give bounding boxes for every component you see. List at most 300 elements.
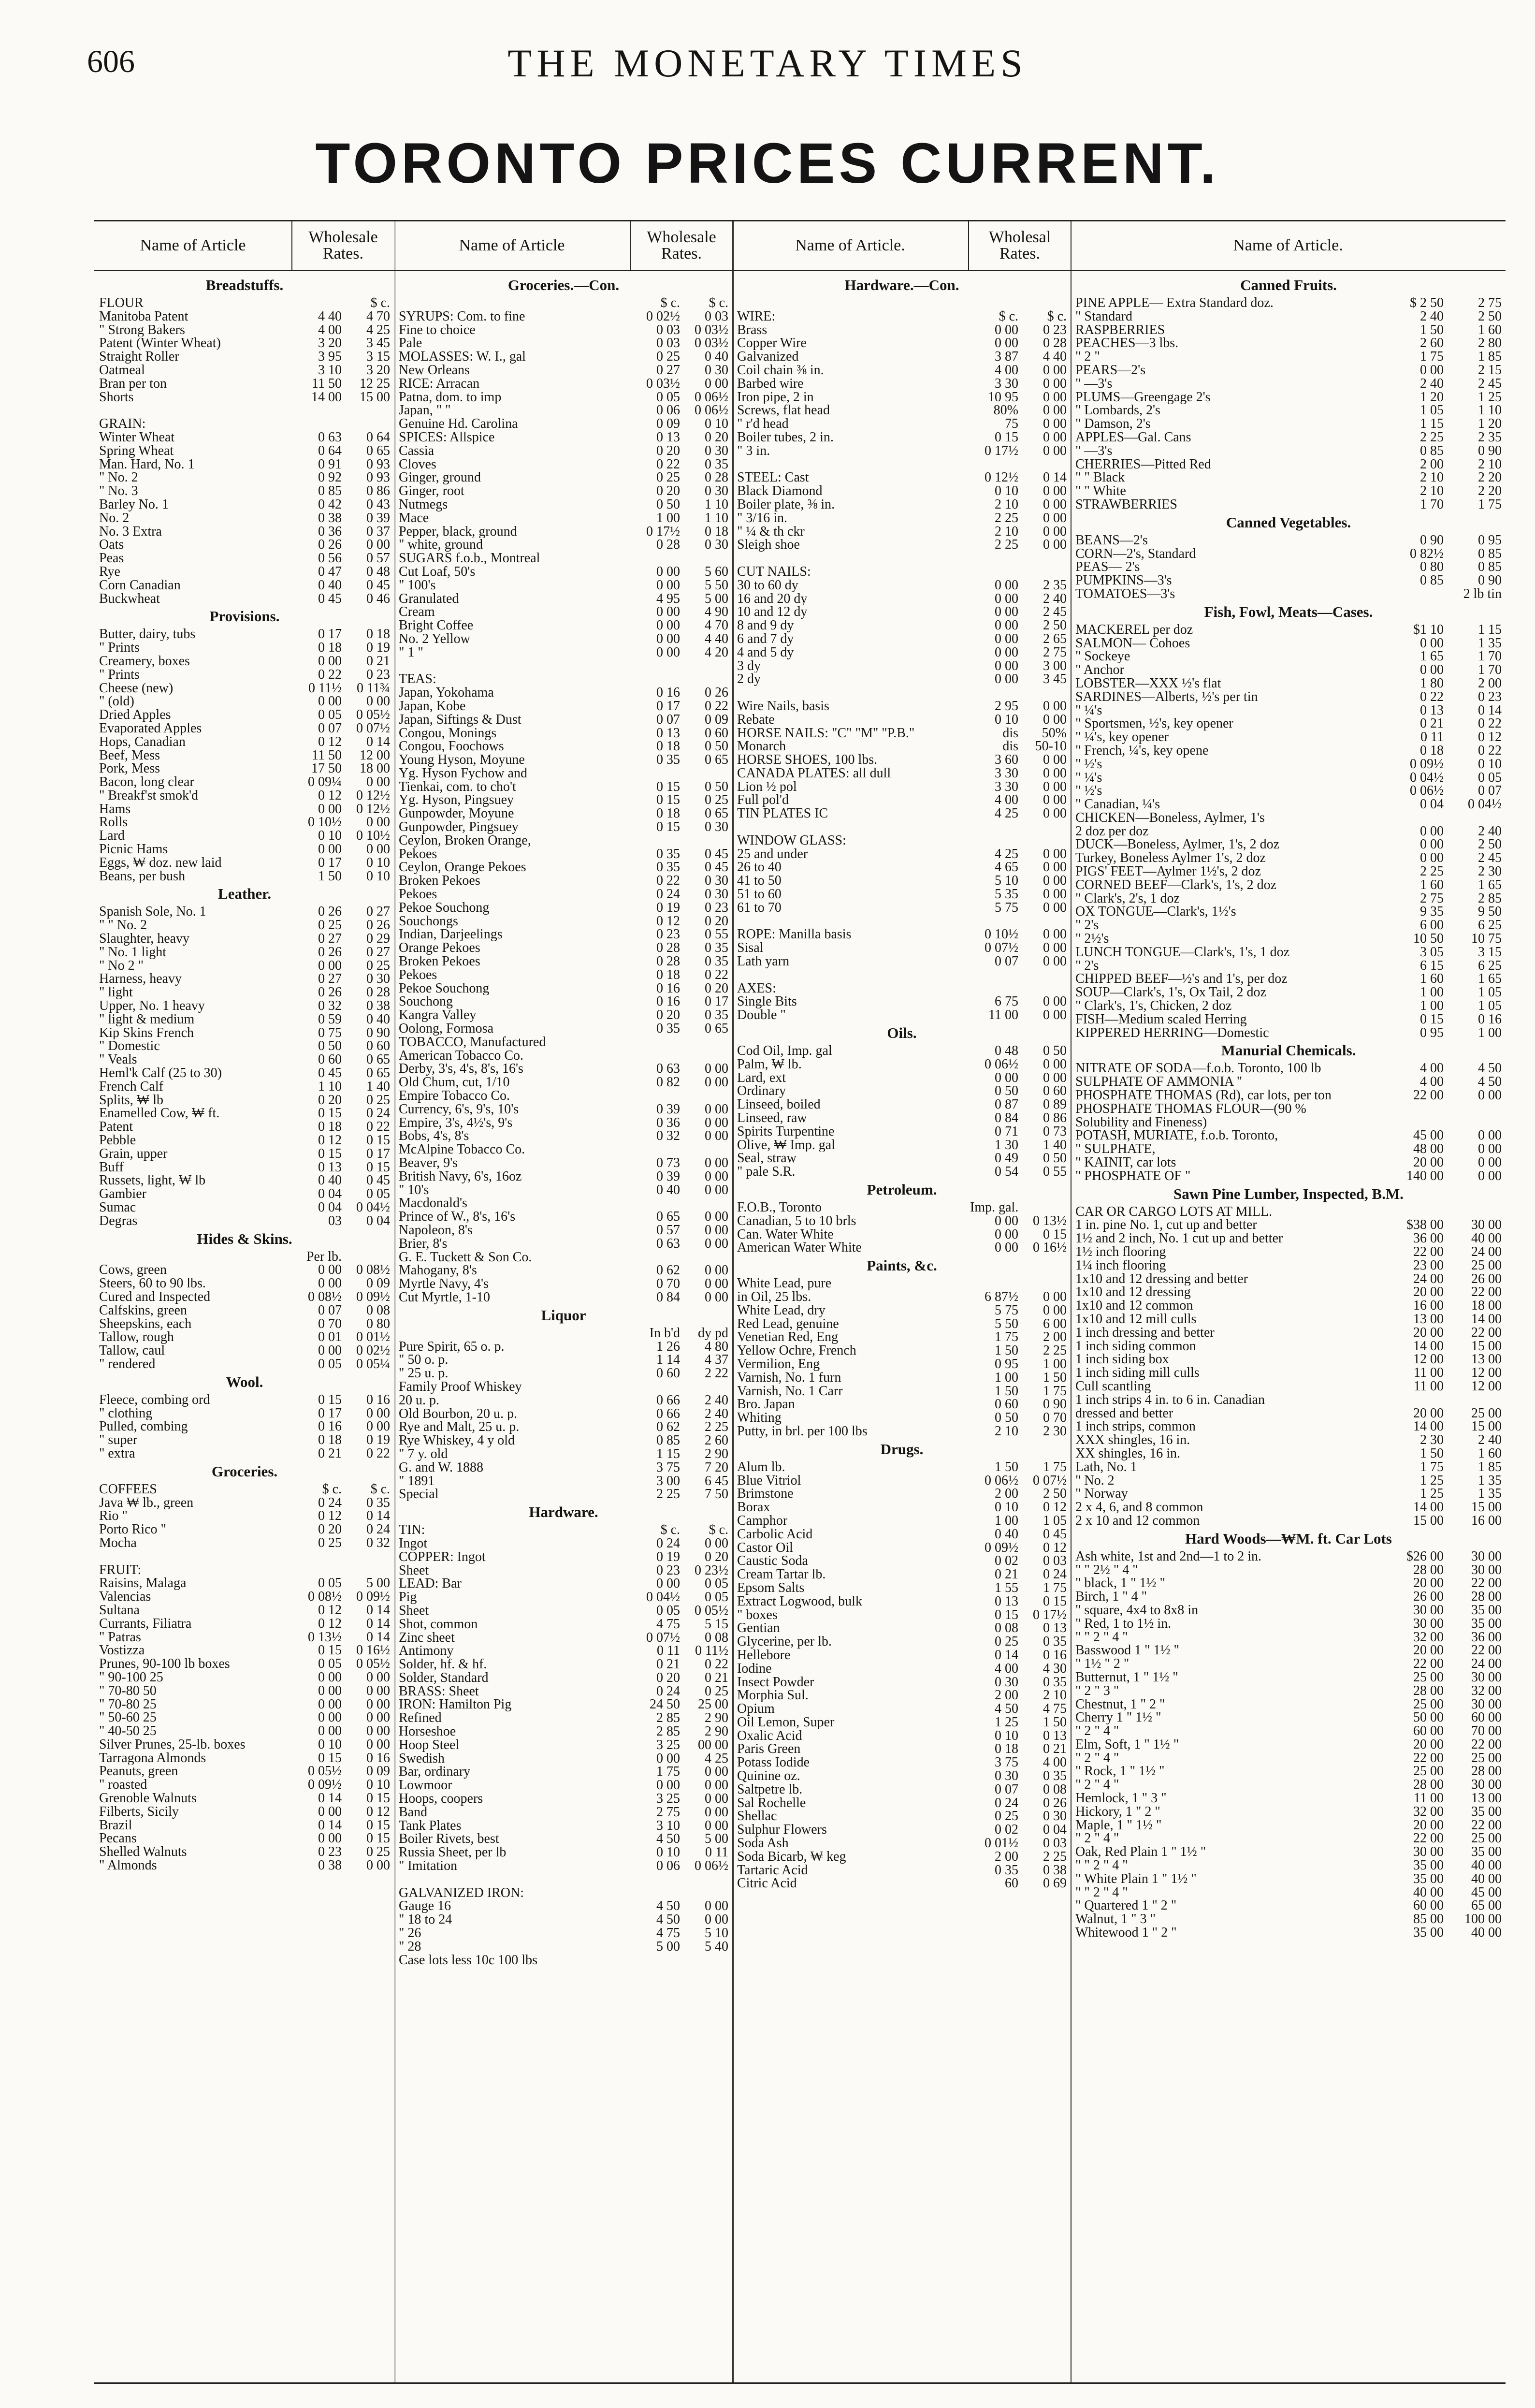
article-name: Young Hyson, Moyune [399, 753, 525, 767]
price-row [737, 1084, 1067, 1098]
price-low: 2 60 [1420, 336, 1444, 350]
price-low: 0 22 [318, 668, 342, 682]
price-row [399, 888, 728, 901]
price-row [1075, 1447, 1502, 1460]
price-row [399, 941, 728, 955]
article-name: Prunes, 90-100 lb boxes [99, 1657, 230, 1671]
price-row [99, 1671, 390, 1684]
price-high: 0 93 [366, 471, 390, 485]
price-high: 25 00 [1471, 1406, 1502, 1420]
price-low: 2 10 [1420, 484, 1444, 498]
article-name: Currants, Filiatra [99, 1617, 192, 1631]
article-name: Linseed, raw [737, 1111, 807, 1125]
price-high: 15 00 [1471, 1501, 1502, 1514]
article-name: " PHOSPHATE OF " [1075, 1169, 1191, 1183]
article-name: " Breakf'st smok'd [99, 788, 199, 803]
price-low: 5 75 [995, 901, 1018, 915]
price-low: 0 09½ [985, 1541, 1018, 1555]
price-high: 0 00 [705, 1913, 728, 1927]
price-high: 2 40 [1478, 1433, 1502, 1447]
price-low: Per lb. [306, 1250, 342, 1264]
price-low: 14 00 [311, 390, 342, 404]
price-high: 0 05½ [356, 708, 390, 722]
article-name: " " 2 " 4 " [1075, 1630, 1128, 1644]
price-row [99, 511, 390, 525]
price-low: 0 40 [995, 1527, 1018, 1541]
price-low: 2 95 [995, 699, 1018, 713]
price-low: 5 00 [656, 1940, 680, 1954]
article-name: Brimstone [737, 1487, 794, 1501]
article-name: Old Bourbon, 20 u. p. [399, 1407, 517, 1421]
price-low: 0 15 [995, 430, 1018, 444]
price-low: 0 64 [318, 444, 342, 458]
price-row [399, 431, 728, 444]
price-low: 0 50 [995, 1084, 1018, 1098]
article-name: " Strong Bakers [99, 323, 185, 337]
article-name: Vermilion, Eng [737, 1357, 820, 1371]
article-name: Yellow Ochre, French [737, 1344, 856, 1357]
price-low: 1 50 [995, 1460, 1018, 1474]
price-low: 4 50 [995, 1702, 1018, 1716]
article-name: Man. Hard, No. 1 [99, 457, 195, 471]
price-low: 0 00 [318, 1805, 342, 1819]
price-row [399, 498, 728, 511]
article-name: PUMPKINS—3's [1075, 574, 1172, 587]
article-name: Cows, green [99, 1263, 167, 1277]
article-name: Coil chain ⅜ in. [737, 363, 824, 377]
price-high: 2 90 [705, 1711, 728, 1725]
article-name: 41 to 50 [737, 874, 782, 888]
price-high: 2 40 [705, 1407, 728, 1421]
price-high: 0 00 [366, 538, 390, 552]
price-high: 0 13 [1043, 1729, 1067, 1743]
price-low: 50 00 [1413, 1711, 1444, 1725]
price-low: 0 06½ [985, 1474, 1018, 1488]
price-low: 0 02 [995, 1823, 1018, 1837]
price-high: 0 00 [1478, 1142, 1502, 1156]
price-low: 1 70 [1420, 497, 1444, 511]
article-name: No. 3 Extra [99, 525, 162, 539]
price-high [1018, 552, 1067, 565]
price-low: 0 63 [656, 1237, 680, 1251]
price-low: 0 07 [318, 721, 342, 735]
price-high: 2 40 [705, 1393, 728, 1407]
article-name: Insect Powder [737, 1675, 814, 1689]
price-low: Imp. gal. [970, 1201, 1019, 1214]
article-name: Peanuts, green [99, 1765, 178, 1779]
price-high: 2 25 [705, 1420, 728, 1434]
price-row [1075, 946, 1502, 959]
price-row [737, 901, 1067, 915]
price-row [1075, 1792, 1502, 1805]
article-name: 4 and 5 dy [737, 645, 794, 659]
article-name: Pebble [99, 1134, 136, 1147]
price-low: 0 19 [656, 1550, 680, 1564]
price-row [399, 1264, 728, 1277]
article-name: Nutmegs [399, 497, 448, 511]
price-row [99, 986, 390, 999]
article-name: SOUP—Clark's, 1's, Ox Tail, 2 doz [1075, 986, 1266, 1000]
price-row [399, 646, 728, 659]
price-row [399, 1806, 728, 1819]
price-row [737, 552, 1067, 565]
price-high: 0 90 [1478, 444, 1502, 458]
price-high: 0 00 [1043, 793, 1067, 807]
column-rows [1071, 271, 1506, 1940]
article-name: Yg. Hyson Fychow and [399, 766, 527, 780]
price-high: 1 00 [1478, 1026, 1502, 1040]
price-row [399, 1591, 728, 1604]
price-high: 0 28 [366, 986, 390, 1000]
price-row [399, 1210, 728, 1224]
price-low: 0 17 [318, 1406, 342, 1420]
article-name: White Lead, dry [737, 1303, 825, 1317]
price-low: 0 23 [656, 928, 680, 942]
price-row [399, 1488, 728, 1501]
article-name: Patent (Winter Wheat) [99, 336, 221, 350]
price-low: 0 63 [318, 430, 342, 444]
price-low: 0 49 [995, 1152, 1018, 1166]
price-high: 3 00 [1043, 659, 1067, 673]
article-name: Iodine [737, 1662, 772, 1676]
price-high: 0 00 [1043, 807, 1067, 821]
price-row [99, 471, 390, 484]
price-low: 0 04½ [646, 1591, 680, 1604]
price-high: 14 00 [1471, 1312, 1502, 1326]
price-row [737, 740, 1067, 753]
price-high: 0 26 [705, 686, 728, 700]
price-low: 2 25 [995, 511, 1018, 525]
article-name: Walnut, 1 " 3 " [1075, 1912, 1156, 1926]
section-heading: Manurial Chemicals. [1221, 1042, 1356, 1059]
price-high: 0 38 [1043, 1863, 1067, 1877]
price-low: 0 91 [318, 457, 342, 471]
price-high [342, 1550, 390, 1563]
price-low: 0 39 [656, 1102, 680, 1116]
price-low: 1 15 [656, 1447, 680, 1461]
price-low: 0 82 [656, 1076, 680, 1090]
price-row [99, 1819, 390, 1832]
price-row [399, 1926, 728, 1940]
price-row [399, 1474, 728, 1488]
article-name: Cream [399, 605, 435, 619]
price-high: 0 14 [366, 1630, 390, 1644]
page-title: TORONTO PRICES CURRENT. [315, 131, 1220, 195]
price-row [399, 417, 728, 431]
price-row [737, 1850, 1067, 1864]
article-name: " Imitation [399, 1859, 458, 1873]
price-high: 0 10 [366, 869, 390, 883]
price-row [737, 1608, 1067, 1622]
price-row [99, 1644, 390, 1657]
price-low [970, 834, 1018, 847]
price-low [293, 417, 342, 431]
price-row [399, 847, 728, 861]
price-low: 0 25 [318, 919, 342, 933]
price-high: 0 14 [1478, 703, 1502, 717]
price-low: 0 05 [656, 1604, 680, 1618]
price-low: 1 65 [1420, 650, 1444, 664]
price-high: 1 85 [1478, 350, 1502, 364]
price-high: 0 90 [1478, 574, 1502, 587]
price-row [399, 1886, 728, 1900]
price-row [1075, 1062, 1502, 1075]
article-name: Full pol'd [737, 793, 789, 807]
article-name: Heml'k Calf (25 to 30) [99, 1066, 222, 1080]
article-name: 3 dy [737, 659, 761, 673]
price-low: 1 55 [995, 1581, 1018, 1595]
price-high: 22 00 [1471, 1285, 1502, 1299]
price-row [399, 1631, 728, 1645]
price-high: 2 30 [1478, 865, 1502, 878]
article-name: SUGARS f.o.b., Montreal [399, 552, 540, 565]
article-name: Buckwheat [99, 592, 160, 606]
price-high: 1 50 [1043, 1371, 1067, 1385]
price-row [737, 471, 1067, 484]
price-low: 22 00 [1413, 1089, 1444, 1102]
price-high: 13 00 [1471, 1792, 1502, 1805]
price-low: 1 80 [1420, 676, 1444, 690]
price-low: 0 84 [995, 1111, 1018, 1125]
price-row [737, 1290, 1067, 1304]
price-row [99, 404, 390, 417]
price-row [399, 538, 728, 552]
price-low: 0 00 [995, 336, 1018, 350]
price-row [737, 1756, 1067, 1769]
article-name: LUNCH TONGUE—Clark's, 1's, 1 doz [1075, 945, 1290, 959]
price-low: 0 40 [318, 578, 342, 592]
price-low: 2 00 [995, 1850, 1018, 1864]
price-row [1075, 587, 1502, 601]
price-low: 0 47 [318, 565, 342, 579]
article-name: Prince of W., 8's, 16's [399, 1210, 516, 1224]
price-high: 00 00 [698, 1738, 728, 1752]
price-high: 2 85 [1478, 891, 1502, 905]
price-high: 0 90 [1043, 1398, 1067, 1412]
price-row [399, 1859, 728, 1873]
price-high [342, 1563, 390, 1577]
price-low: 0 10 [318, 1737, 342, 1751]
article-name: 26 to 40 [737, 861, 782, 875]
price-row [399, 1523, 728, 1537]
article-name: 1½ and 2 inch, No. 1 cut up and better [1075, 1232, 1283, 1245]
price-high: 0 90 [366, 1026, 390, 1040]
price-row [1075, 1886, 1502, 1899]
article-name: Antimony [399, 1644, 454, 1658]
price-row [399, 1752, 728, 1766]
price-low: 14 00 [1413, 1339, 1444, 1353]
price-high: 60 00 [1471, 1711, 1502, 1725]
price-row [99, 296, 390, 310]
price-high: 3 45 [1043, 672, 1067, 686]
price-low: 3 30 [995, 780, 1018, 794]
price-low: 0 26 [318, 905, 342, 919]
price-high: 0 04½ [1468, 798, 1502, 811]
price-row [99, 905, 390, 919]
price-high: 0 00 [1043, 955, 1067, 968]
price-low: 1 00 [995, 1371, 1018, 1385]
article-name: " " White [1075, 484, 1126, 498]
price-high: 0 00 [705, 1792, 728, 1806]
price-low: $26 00 [1406, 1549, 1444, 1563]
price-low: 0 20 [656, 1671, 680, 1685]
article-name: " Prints [99, 668, 140, 682]
article-name: Beaver, 9's [399, 1156, 458, 1170]
price-high: 0 00 [1043, 941, 1067, 955]
price-high: 0 89 [1043, 1098, 1067, 1112]
price-low [1386, 1102, 1444, 1116]
price-row [399, 793, 728, 807]
price-low: 0 62 [656, 1264, 680, 1278]
price-low: 3 95 [318, 350, 342, 364]
price-low: 28 00 [1413, 1684, 1444, 1698]
price-low [970, 915, 1018, 928]
price-low: 0 15 [318, 1107, 342, 1121]
article-name: " SULPHATE, [1075, 1142, 1156, 1156]
price-low: 1 00 [1420, 999, 1444, 1013]
price-row [399, 686, 728, 700]
price-high [342, 417, 390, 431]
article-name: " 1891 [399, 1474, 435, 1488]
article-name: " Norway [1075, 1487, 1128, 1501]
price-low: 0 06½ [1410, 784, 1444, 798]
article-name: " 3/16 in. [737, 511, 787, 525]
price-row [399, 672, 728, 686]
price-row [737, 391, 1067, 404]
price-low: 0 13 [656, 726, 680, 740]
price-high: 0 19 [366, 641, 390, 655]
article-name: Gunpowder, Moyune [399, 807, 514, 821]
price-high: 22 00 [1471, 1644, 1502, 1658]
price-row [99, 628, 390, 641]
price-low: 0 09½ [1410, 757, 1444, 771]
article-name: " 2 " [1075, 350, 1100, 364]
price-low: 0 00 [995, 619, 1018, 632]
price-high: 5 60 [705, 565, 728, 579]
price-high [1018, 296, 1067, 310]
price-row [399, 1380, 728, 1394]
price-row [1075, 1407, 1502, 1420]
price-row [99, 999, 390, 1013]
price-low: 3 20 [318, 336, 342, 350]
price-row [1075, 1205, 1502, 1219]
price-high: 1 70 [1478, 650, 1502, 664]
article-name: Sheepskins, each [99, 1317, 192, 1331]
header-name-of-article: Name of Article. [795, 236, 905, 254]
article-name: " KAINIT, car lots [1075, 1156, 1176, 1169]
article-name: Japan, " " [399, 404, 451, 418]
price-low: 0 10 [995, 1501, 1018, 1514]
article-name: " 40-50 25 [99, 1724, 157, 1738]
article-name: Birch, 1 " 4 " [1075, 1590, 1147, 1604]
price-high: 0 12 [1478, 730, 1502, 744]
price-high: 0 24 [366, 1523, 390, 1536]
price-high: 1 65 [1478, 878, 1502, 892]
price-row [737, 928, 1067, 941]
price-high: 0 29 [366, 932, 390, 946]
price-low: 0 00 [318, 959, 342, 973]
article-name: Buff [99, 1160, 124, 1174]
article-name: " 2 " 4 " [1075, 1751, 1119, 1765]
article-name: Brass [737, 323, 768, 337]
article-name: Bran per ton [99, 377, 167, 391]
price-high: 0 18 [705, 525, 728, 539]
price-row [1075, 932, 1502, 946]
article-name: Linseed, boiled [737, 1098, 821, 1112]
price-row [1075, 364, 1502, 377]
price-row [99, 391, 390, 404]
price-row [1075, 336, 1502, 350]
price-high: 0 00 [1478, 1129, 1502, 1143]
price-row [1075, 1393, 1502, 1407]
price-row [99, 695, 390, 708]
price-high: 2 50 [1043, 619, 1067, 632]
price-high: 0 38 [366, 999, 390, 1013]
price-high: 0 16½ [356, 1644, 390, 1658]
price-high: 25 00 [1471, 1832, 1502, 1846]
price-low: 20 00 [1413, 1326, 1444, 1340]
price-low: 32 00 [1413, 1805, 1444, 1819]
article-name: 1½ inch flooring [1075, 1245, 1166, 1259]
price-low: 0 10 [318, 829, 342, 843]
article-name: SULPHATE OF AMMONIA " [1075, 1075, 1243, 1089]
price-high: 0 03 [1043, 1554, 1067, 1568]
article-name: Souchong [399, 995, 453, 1009]
price-row [99, 919, 390, 932]
price-high: 0 20 [705, 430, 728, 444]
price-low: $38 00 [1406, 1218, 1444, 1232]
article-name: " 10's [399, 1183, 429, 1197]
article-name: Derby, 3's, 4's, 8's, 16's [399, 1062, 523, 1076]
price-row [737, 1008, 1067, 1022]
price-low: 0 00 [318, 1684, 342, 1698]
price-high: 0 45 [705, 847, 728, 861]
price-row [399, 901, 728, 915]
price-low: 0 03 [656, 323, 680, 337]
price-high: 6 45 [705, 1474, 728, 1488]
price-low: 0 00 [318, 1711, 342, 1725]
article-name: Pale [399, 336, 422, 350]
price-row [1075, 1912, 1502, 1926]
price-row [399, 1277, 728, 1291]
price-row [737, 1649, 1067, 1662]
price-high: 0 16 [1478, 1012, 1502, 1026]
article-name: " 7 y. old [399, 1447, 448, 1461]
price-high: 0 17½ [1033, 1608, 1067, 1622]
price-row [737, 1044, 1067, 1058]
article-name [399, 659, 632, 673]
price-high: 0 23 [705, 901, 728, 915]
price-low: 10 50 [1413, 932, 1444, 946]
price-high: 0 00 [1043, 538, 1067, 552]
article-name: " white, ground [399, 538, 483, 552]
price-low: 0 13 [656, 430, 680, 444]
price-low: 0 01 [318, 1330, 342, 1344]
price-row [737, 484, 1067, 498]
article-name: " black, 1 " 1½ " [1075, 1576, 1165, 1591]
article-name: Boiler plate, ⅜ in. [737, 497, 835, 511]
article-name: " No. 2 [99, 471, 138, 485]
article-name: Pekoes [399, 847, 437, 861]
article-name: Pig [399, 1591, 417, 1604]
price-high [1444, 1102, 1502, 1116]
price-low [293, 1563, 342, 1577]
article-name: FRUIT: [99, 1563, 142, 1577]
price-high: 15 00 [1471, 1420, 1502, 1434]
price-high: 25 00 [698, 1698, 728, 1712]
article-name: Brazil [99, 1818, 132, 1832]
price-low: 0 05½ [308, 1765, 342, 1779]
